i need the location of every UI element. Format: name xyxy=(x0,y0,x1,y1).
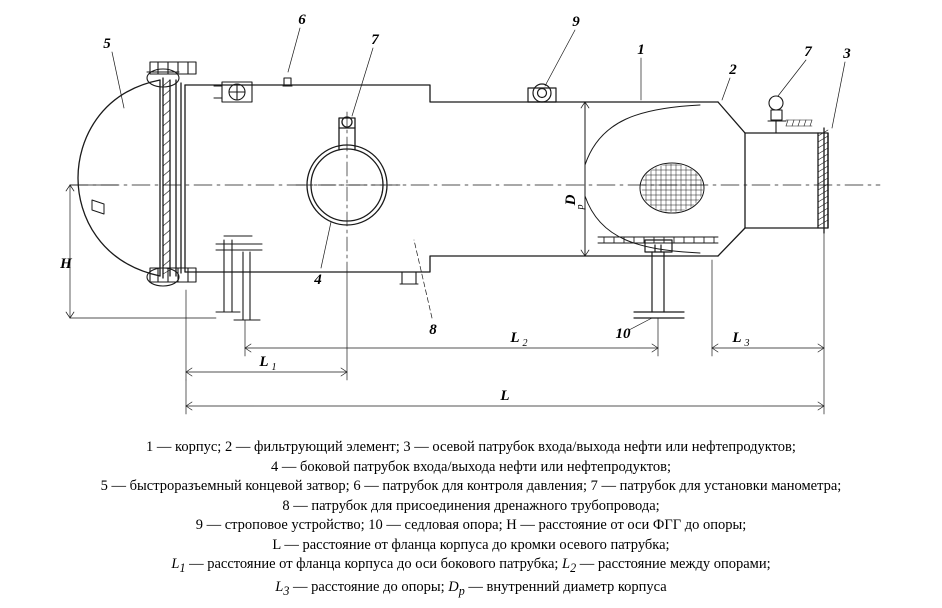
gauge-nozzle-right xyxy=(768,96,786,133)
dim-Dp xyxy=(581,102,589,256)
legend-line-7-text2: — расстояние между опорами; xyxy=(576,556,771,572)
dim-label-L1 xyxy=(258,354,276,373)
callout-7-right: 7 xyxy=(804,44,812,60)
legend-line-8-text2: — внутренний диаметр корпуса xyxy=(464,579,667,596)
dim-label-Dp-sub: p xyxy=(575,204,586,210)
right-cone-transition xyxy=(718,102,745,256)
callout-6: 6 xyxy=(298,12,306,28)
legend-line-7 xyxy=(0,555,942,578)
dim-label-L1-main: L xyxy=(259,354,269,370)
closure-clamp-top xyxy=(147,62,196,87)
pressure-control-nozzle xyxy=(283,78,292,86)
callout-7-left: 7 xyxy=(371,32,379,48)
dim-L3 xyxy=(712,233,824,414)
callout-1: 1 xyxy=(637,42,645,58)
callout-9: 9 xyxy=(572,14,580,30)
dim-label-L2-sub: 2 xyxy=(522,338,528,349)
drain-nozzle xyxy=(400,272,418,284)
closure-clamp-bottom xyxy=(147,268,196,286)
dim-label-L3-sub: 3 xyxy=(744,338,750,349)
dim-L2 xyxy=(245,318,658,356)
callout-3: 3 xyxy=(843,46,851,62)
legend-line-2: 4 — боковой патрубок входа/выхода нефти или нефтепродуктов; xyxy=(270,458,672,475)
legend-line-5: 9 — стропoвое устройство; 10 — седловая опора; H — расстояние от оси ФГГ до опоры; xyxy=(195,517,747,533)
dim-label-Dp-main: D xyxy=(563,194,579,206)
legend-line-1: 1 — корпус; 2 — фильтрующий элемент; 3 — осевой патрубок входа/выхода нефти или нефтепродуктов; xyxy=(146,439,796,455)
legend-line-7-text: — расстояние от фланца корпуса до оси бокового патрубка; xyxy=(185,556,563,572)
legend-line-3: 5 — быстроразъемный концевой затвор; 6 — патрубок для контроля давления; 7 — патрубок для установки манометра; xyxy=(100,478,842,494)
legend-sym-L1: $L_1$ xyxy=(171,556,186,575)
axial-nozzle xyxy=(745,128,828,233)
dim-label-L3 xyxy=(731,330,749,349)
dim-label-L2 xyxy=(509,330,527,349)
legend-line-8 xyxy=(0,578,942,601)
legend-sym-Dp: $D_p$ xyxy=(448,579,465,599)
dim-label-L1-sub: 1 xyxy=(271,362,277,373)
legend-line-6: L — расстояние от фланца корпуса до кромки осевого патрубка; xyxy=(272,536,670,553)
lifting-lug xyxy=(528,84,556,102)
callout-4: 4 xyxy=(314,272,322,288)
callout-2: 2 xyxy=(729,62,737,78)
dim-label-L3-main: L xyxy=(732,330,742,346)
filtering-element xyxy=(640,163,704,213)
left-support-legs xyxy=(216,236,262,320)
dim-label-H: H xyxy=(60,256,72,272)
nozzle-collar-hatch xyxy=(786,120,812,126)
dim-H xyxy=(66,185,216,318)
legend-line-8-text: — расстояние до опоры; xyxy=(289,579,449,596)
end-closure-hatch xyxy=(163,80,170,274)
legend xyxy=(0,438,942,602)
dim-label-L2-main: L xyxy=(510,330,520,346)
closure-handle xyxy=(92,200,104,214)
end-closure xyxy=(78,78,181,278)
dim-label-L: L xyxy=(500,388,510,404)
callout-10: 10 xyxy=(615,326,631,342)
callout-5: 5 xyxy=(103,36,111,52)
dim-label-Dp xyxy=(563,194,586,210)
legend-sym-L2: $L_2$ xyxy=(562,556,577,575)
axial-nozzle-hatch xyxy=(818,130,828,226)
legend-line-4: 8 — патрубок для присоединения дренажного трубопровода; xyxy=(282,497,660,514)
callout-8: 8 xyxy=(429,322,437,338)
legend-sym-L3: $L_3$ xyxy=(275,579,290,599)
